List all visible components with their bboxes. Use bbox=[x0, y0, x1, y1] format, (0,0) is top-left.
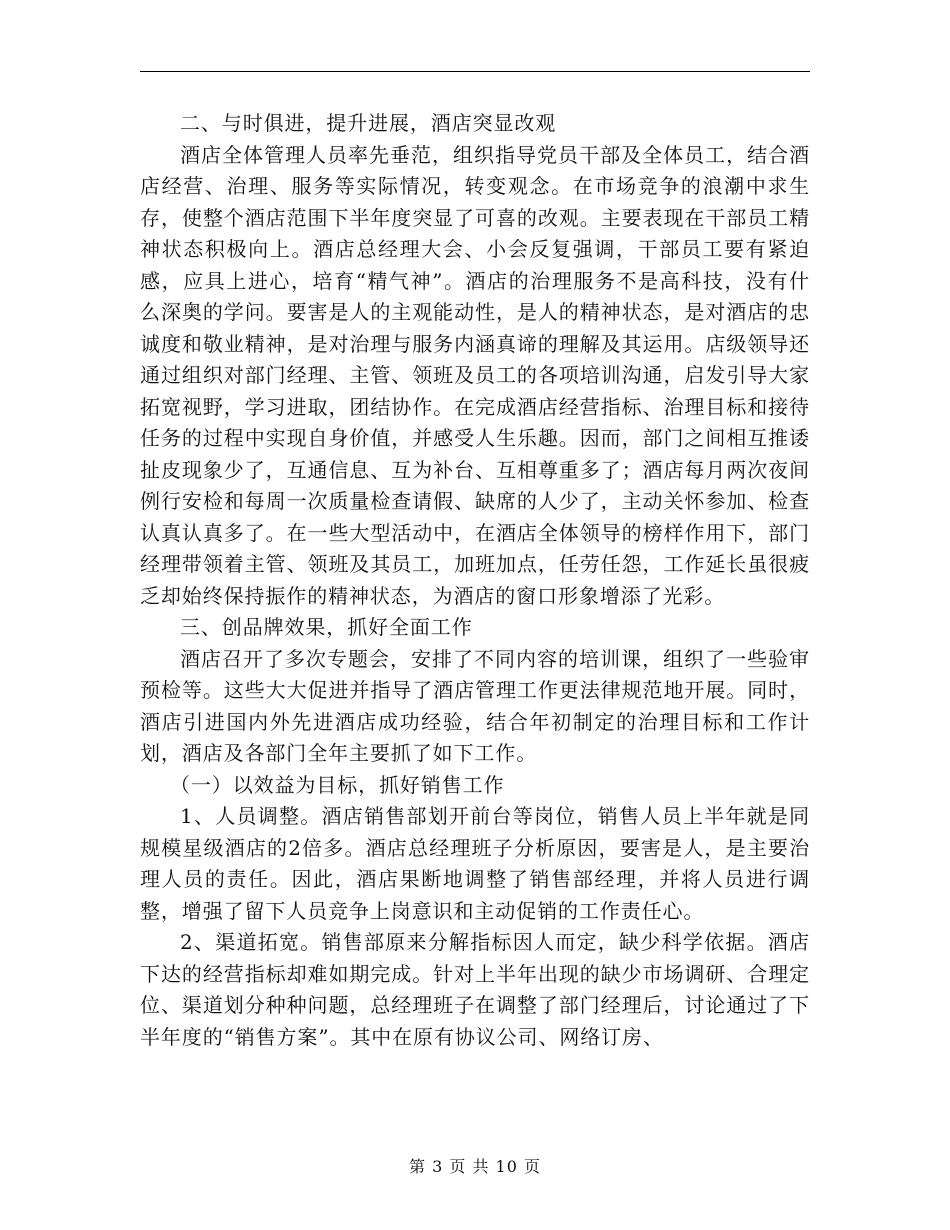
subsection-heading-1: （一）以效益为目标，抓好销售工作 bbox=[170, 772, 505, 797]
document-body bbox=[140, 108, 810, 1053]
page-footer: 第 3 页 共 10 页 bbox=[409, 1157, 541, 1176]
paragraph-staff-adjustment: 1、人员调整。酒店销售部划开前台等岗位，销售人员上半年就是同规模星级酒店的2倍多。酒店总经理班子分析原因，要害是人，是主要治理人员的责任。因此，酒店果断地调整了销售部经理，并将人员进行调整，增强了留下人员竞争上岗意识和主动促销的工作责任心。 bbox=[140, 804, 810, 923]
section-heading-2: 二、与时俱进，提升进展，酒店突显改观 bbox=[180, 111, 557, 135]
header-rule bbox=[140, 71, 810, 72]
paragraph-training-meetings: 酒店召开了多次专题会，安排了不同内容的培训课，组织了一些验审预检等。这些大大促进并指导了酒店管理工作更法律规范地开展。同时，酒店引进国内外先进酒店成功经验，结合年初制定的治理目标和工作计划，酒店及各部门全年主要抓了如下工作。 bbox=[140, 646, 810, 765]
paragraph-management-spirit: 酒店全体管理人员率先垂范，组织指导党员干部及全体员工，结合酒店经营、治理、服务等实际情况，转变观念。在市场竞争的浪潮中求生存，使整个酒店范围下半年度突显了可喜的改观。主要表现在干部员工精神状态积极向上。酒店总经理大会、小会反复强调，干部员工要有紧迫感，应具上进心，培育“精气神”。酒店的治理服务不是高科技，没有什么深奥的学问。要害是人的主观能动性，是人的精神状态，是对酒店的忠诚度和敬业精神，是对治理与服务内涵真谛的理解及其运用。店级领导还通过组织对部门经理、主管、领班及员工的各项培训沟通，启发引导大家拓宽视野，学习进取，团结协作。在完成酒店经营指标、治理目标和接待任务的过程中实现自身价值，并感受人生乐趣。因而，部门之间相互推诿扯皮现象少了，互通信息、互为补台、互相尊重多了；酒店每月两次夜间例行安检和每周一次质量检查请假、缺席的人少了，主动关怀参加、检查认真认真多了。在一些大型活动中，在酒店全体领导的榜样作用下，部门经理带领着主管、领班及其员工，加班加点，任劳任怨，工作延长虽很疲乏却始终保持振作的精神状态，为酒店的窗口形象增添了光彩。 bbox=[140, 142, 810, 608]
section-heading-3: 三、创品牌效果，抓好全面工作 bbox=[180, 615, 473, 639]
paragraph-channel-expansion: 2、渠道拓宽。销售部原来分解指标因人而定，缺少科学依据。酒店下达的经营指标却难如期完成。针对上半年出现的缺少市场调研、合理定位、渠道划分种种问题，总经理班子在调整了部门经理后，讨论通过了下半年度的“销售方案”。其中在原有协议公司、网络订房、 bbox=[140, 930, 810, 1049]
